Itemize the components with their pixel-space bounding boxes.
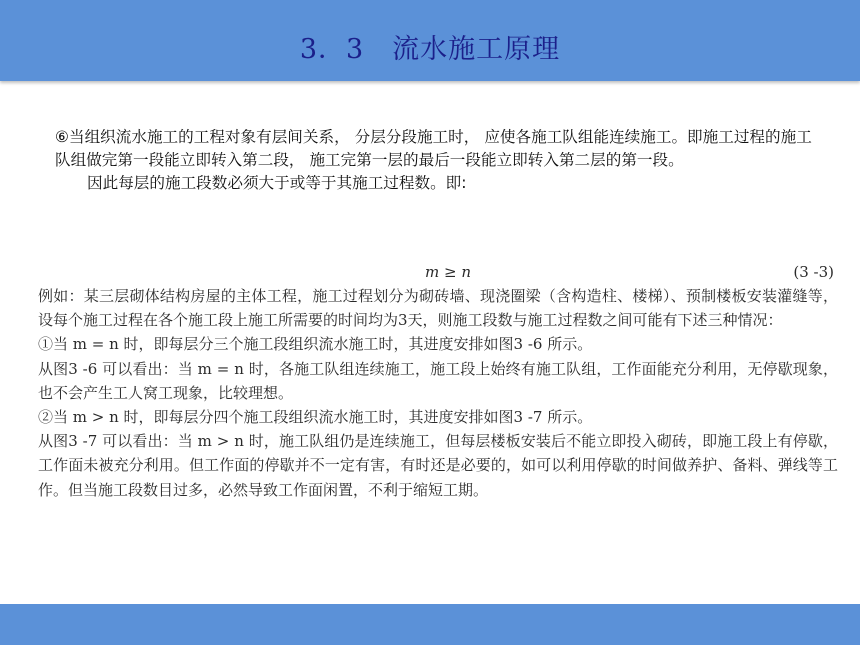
equation-number: (3 -3) — [793, 263, 834, 281]
header-bar — [0, 0, 860, 81]
example-paragraph: 例如：某三层砌体结构房屋的主体工程，施工过程划分为砌砖墙、现浇圈梁（含构造柱、楼梯）、预制楼板安装灌缝等，设每个施工过程在各个施工段上施工所需要的时间均为3天，则施工段数与施工过程数之间可能有下述三种情况： — [38, 287, 838, 330]
case-2: ②当 m > n 时，即每层分四个施工段组织流水施工时，其进度安排如图3 -7 所示。 — [38, 408, 593, 427]
scanned-textbook-excerpt — [38, 260, 838, 502]
slide-title: 3．3 流水施工原理 — [299, 34, 561, 65]
case-1: ①当 m = n 时，即每层分三个施工段组织流水施工时，其进度安排如图3 -6 所示。 — [38, 335, 593, 354]
formula: m ≥ n — [425, 263, 471, 281]
intro-paragraph-2: 因此每层的施工段数必须大于或等于其施工过程数。即: — [87, 174, 467, 192]
case-2-note: 从图3 -7 可以看出：当 m > n 时，施工队组仍是连续施工，但每层楼板安装后不能立即投入砌砖，即施工段上有停歇，工作面未被充分利用。但工作面的停歇并不一定有害，有时还是必要的，如可以利用停歇的时间做养护、备料、弹线等工作。但当施工段数目过多，必然导致工作面闲置，不利于缩短工期。 — [38, 432, 838, 499]
footer-bar — [0, 604, 860, 645]
intro-text — [55, 126, 815, 195]
intro-paragraph-1: ⑥当组织流水施工的工程对象有层间关系， 分层分段施工时， 应使各施工队组能连续施工。即施工过程的施工队组做完第一段能立即转入第二段， 施工完第一层的最后一段能立即转入第二层的第一段。 — [55, 128, 812, 169]
formula-row — [38, 260, 838, 284]
case-1-note: 从图3 -6 可以看出：当 m = n 时，各施工队组连续施工，施工段上始终有施工队组，工作面能充分利用，无停歇现象，也不会产生工人窝工现象，比较理想。 — [38, 359, 838, 402]
